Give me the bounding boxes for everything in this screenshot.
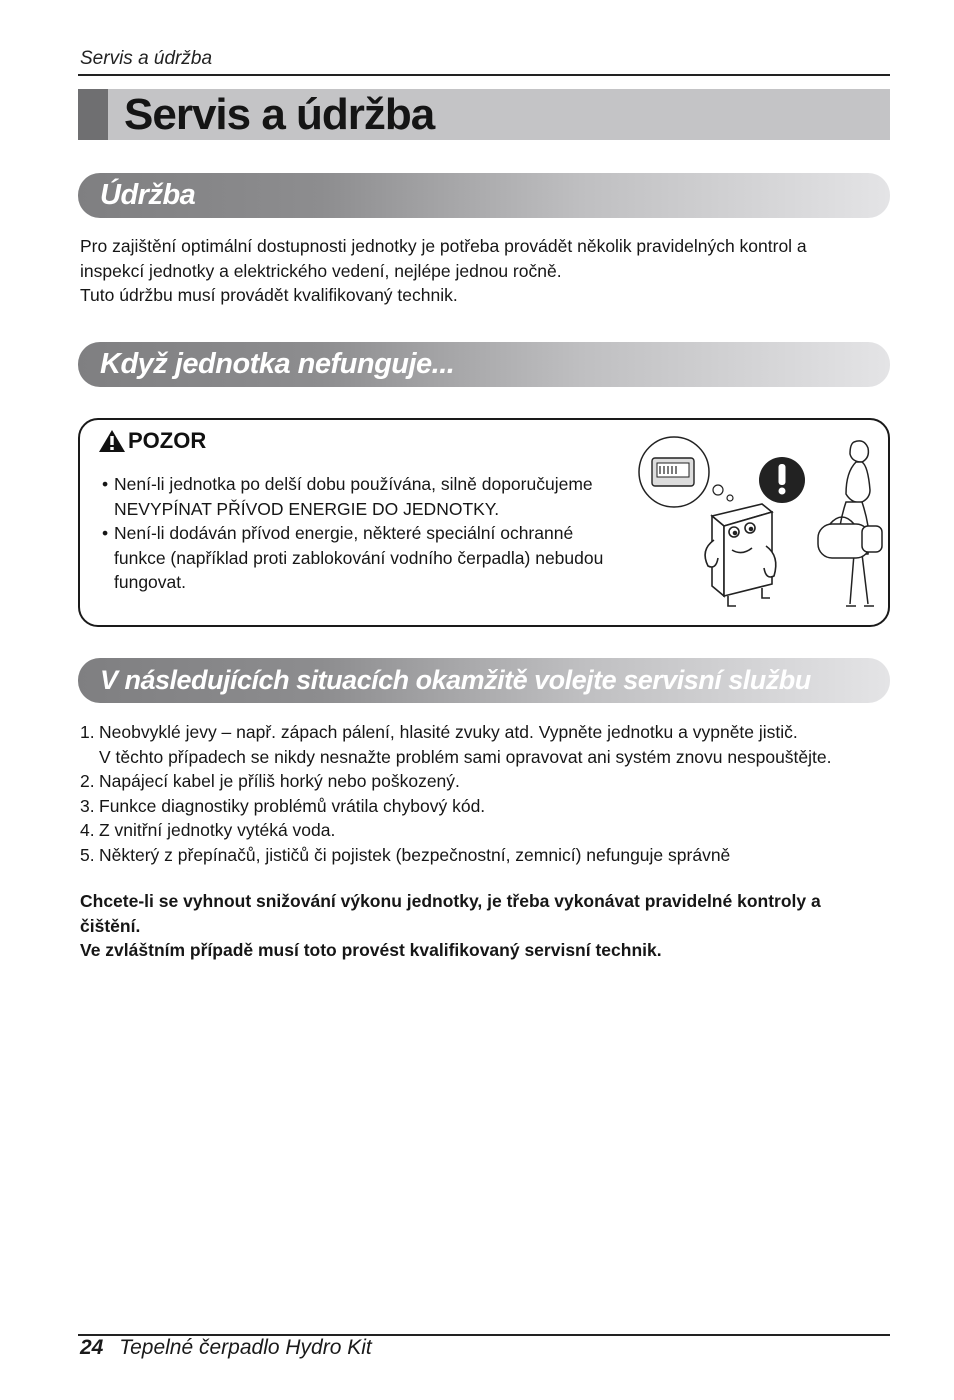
text-line: inspekcí jednotky a elektrického vedení, nejlépe jednou ročně. — [80, 260, 562, 281]
unit-and-person-illustration — [632, 428, 887, 618]
caution-item — [100, 521, 640, 595]
page-footer — [80, 1336, 372, 1360]
caution-label: POZOR — [128, 428, 207, 453]
list-number: 4. — [80, 820, 95, 840]
list-item — [80, 720, 880, 769]
text-line: Chcete-li se vyhnout snižování výkonu jednotky, je třeba vykonávat pravidelné kontroly a — [80, 891, 821, 911]
section-heading-call-service — [78, 658, 890, 703]
page-number: 24 — [80, 1336, 104, 1359]
section-heading-text: Když jednotka nefunguje... — [100, 348, 455, 380]
unit-character-icon — [705, 504, 776, 606]
text-line: Funkce diagnostiky problémů vrátila chybový kód. — [99, 795, 486, 816]
caution-list — [100, 472, 640, 595]
list-number: 3. — [80, 795, 95, 816]
list-number: 1. — [80, 722, 95, 742]
text-line: Ve zvláštním případě musí toto provést kvalifikovaný servisní technik. — [80, 940, 662, 960]
caution-item — [100, 472, 640, 521]
running-header: Servis a údržba — [80, 48, 213, 69]
text-line: čištění. — [80, 915, 141, 936]
list-item — [80, 794, 880, 819]
text-line: Některý z přepínačů, jističů či pojistek (bezpečnostní, zemnicí) nefunguje správně — [99, 844, 731, 865]
section-heading-text: V následujících situacích okamžitě volejte servisní službu — [100, 665, 811, 695]
page-title-bar — [78, 89, 890, 140]
section-heading-text: Údržba — [100, 179, 196, 211]
page-title: Servis a údržba — [124, 90, 435, 139]
caution-box — [78, 418, 890, 627]
text-line: • Není-li dodáván přívod energie, některé speciální ochranné — [114, 523, 574, 543]
maintenance-paragraph — [80, 234, 880, 308]
section-heading-not-working — [78, 342, 890, 387]
footer-title: Tepelné čerpadlo Hydro Kit — [119, 1336, 372, 1359]
section-heading-maintenance — [78, 173, 890, 218]
service-situations-list — [80, 720, 880, 867]
warning-triangle-icon — [98, 429, 126, 453]
list-item — [80, 843, 880, 868]
text-line: Neobvyklé jevy – např. zápach pálení, hlasité zvuky atd. Vypněte jednotku a vypněte jistič. — [99, 722, 798, 742]
text-line: V těchto případech se nikdy nesnažte problém sami opravovat ani systém znovu nespouštějte. — [99, 746, 832, 767]
header-rule — [78, 74, 890, 76]
person-with-luggage-icon — [818, 441, 882, 606]
text-line: Napájecí kabel je příliš horký nebo poškozený. — [99, 771, 460, 791]
text-line: • Není-li jednotka po delší dobu používána, silně doporučujeme — [114, 474, 593, 494]
title-accent — [78, 89, 108, 140]
text-line: Pro zajištění optimální dostupnosti jednotky je potřeba provádět několik pravidelných kontrol a — [80, 236, 807, 256]
caution-heading — [98, 428, 206, 454]
text-line: Tuto údržbu musí provádět kvalifikovaný technik. — [80, 285, 458, 305]
text-line: NEVYPÍNAT PŘÍVOD ENERGIE DO JEDNOTKY. — [114, 498, 500, 519]
text-line: fungovat. — [114, 572, 186, 592]
list-number: 2. — [80, 771, 95, 791]
list-item — [80, 769, 880, 794]
text-line: Z vnitřní jednotky vytéká voda. — [99, 820, 336, 840]
text-line: funkce (například proti zablokování vodního čerpadla) nebudou — [114, 547, 604, 568]
list-item — [80, 818, 880, 843]
list-number: 5. — [80, 844, 95, 865]
bold-note — [80, 889, 880, 963]
